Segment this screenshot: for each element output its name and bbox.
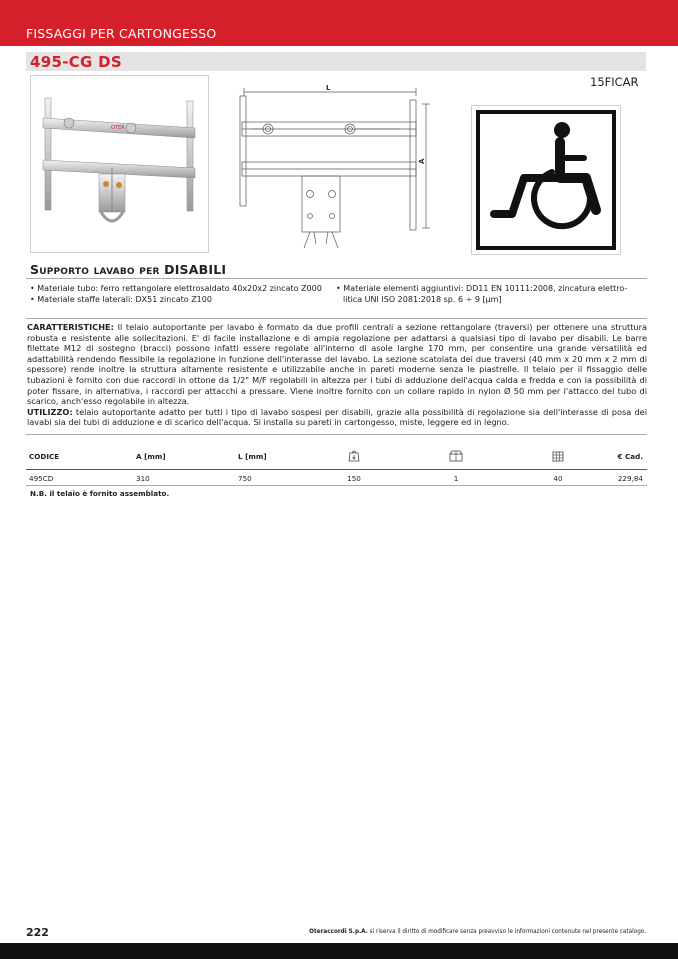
subtitle-emphasis: DISABILI — [164, 262, 227, 277]
spec-list-left — [30, 284, 326, 305]
spec-item: • Materiale tubo: ferro rettangolare elettrosaldato 40x20x2 zincato Z000 — [30, 284, 322, 293]
page-number: 222 — [26, 926, 49, 939]
cell-price: 229,84 — [617, 474, 643, 483]
header-code: CODICE — [29, 452, 60, 461]
wheelchair-symbol-icon — [472, 106, 620, 254]
cell-code: 495CD — [29, 474, 54, 483]
product-table — [26, 446, 647, 486]
characteristics-paragraph — [27, 322, 647, 407]
footer-disclaimer-text: si riserva il diritto di modificare senza preavviso le informazioni contenute nel presente catalogo. — [367, 929, 646, 935]
product-photo — [30, 75, 209, 253]
frame-photo-icon — [31, 76, 208, 252]
dimension-label-l: L — [326, 84, 331, 92]
pallet-stack-icon — [545, 449, 571, 465]
footer-disclaimer — [309, 929, 646, 935]
characteristics-text: Il telaio autoportante per lavabo è formato da due profili centrali a sezione rettangolare (traversi) per ottenere una struttura robusta e resistente alle sollecitazioni. E' di facile installazione e di ampia regolazione per adattarsi a qualsiasi tipo di lavabo per disabili. Le barre filettate M12 di sostegno (bracci) possono infatti essere regolate all'interno di asole larghe 170 mm, per consentire una grande versatilità ed adattabilità rendendo flessibile la regolazione in funzione dell'interasse del lavabo. La sezione scatolata dei due traversi (40 mm x 20 mm x 2 mm di spessore) rende inoltre la struttura altamente resistente e utilizzabile anche in pareti moderne senza le piastrelle. Il telaio per il fissaggio delle tubazioni è fornito con due raccordi in ottone da 1/2" M/F regolabili in altezza per i tubi di adduzione dell'acqua calda e fredda e con la possibilità di poter fissare, in alternativa, i raccordi per attacchi a pressare. Viene inoltre fornito con un collare rapido in nylon Ø 50 mm per l'attacco del tubo di scarico, anch'esso regolabile in altezza. — [27, 322, 647, 407]
spec-item: • Materiale elementi aggiuntivi: DD11 EN 10111:2008, zincatura elettro-litica UNI ISO 2081:2018 sp. 6 ÷ 9 [µm] — [336, 284, 628, 304]
product-description — [27, 322, 647, 428]
brand-mark: OTER — [111, 125, 125, 131]
footer-band — [0, 943, 678, 959]
box-weight-icon — [341, 449, 367, 465]
package-icon — [443, 449, 469, 465]
header-price: € Cad. — [617, 452, 643, 461]
assembly-note: N.B. il telaio è fornito assemblato. — [30, 489, 170, 498]
cell-col5: 1 — [453, 474, 459, 483]
ficar-code: 15FICAR — [590, 75, 639, 89]
divider — [26, 318, 647, 319]
divider — [26, 434, 647, 435]
header-a: A [mm] — [136, 452, 166, 461]
technical-drawing — [230, 82, 440, 262]
product-subtitle — [30, 262, 226, 277]
usage-label: UTILIZZO: — [27, 406, 73, 417]
technical-drawing-icon — [230, 82, 440, 262]
spec-item: • Materiale staffe laterali: DX51 zincato Z100 — [30, 294, 212, 304]
cell-l: 750 — [238, 474, 252, 483]
dimension-label-a: A — [418, 158, 426, 164]
usage-paragraph — [27, 407, 647, 428]
characteristics-label: CARATTERISTICHE: — [27, 322, 114, 332]
product-code: 495-CG DS — [30, 53, 123, 71]
cell-a: 310 — [136, 474, 150, 483]
accessibility-symbol — [471, 105, 621, 255]
divider — [26, 278, 647, 279]
subtitle-prefix: Supporto lavabo per — [30, 262, 165, 277]
cell-col4: 150 — [347, 474, 361, 483]
table-row — [26, 470, 647, 486]
usage-text: telaio autoportante adatto per tutti i tipo di lavabo sospesi per disabili, grazie alla possibilità di regolazione sia dell'interasse di posa dei lavabi sia dei tubi di adduzione e di scarico dell'acqua. Si installa su pareti in cartongesso, miste, leggere ed in legno. — [27, 406, 647, 428]
header-l: L [mm] — [238, 452, 267, 461]
cell-col6: 40 — [553, 474, 563, 483]
table-header — [26, 446, 647, 470]
footer-company: Oteraccordi S.p.A. — [309, 929, 368, 935]
section-title: FISSAGGI PER CARTONGESSO — [26, 26, 217, 41]
spec-list-right — [336, 284, 642, 305]
